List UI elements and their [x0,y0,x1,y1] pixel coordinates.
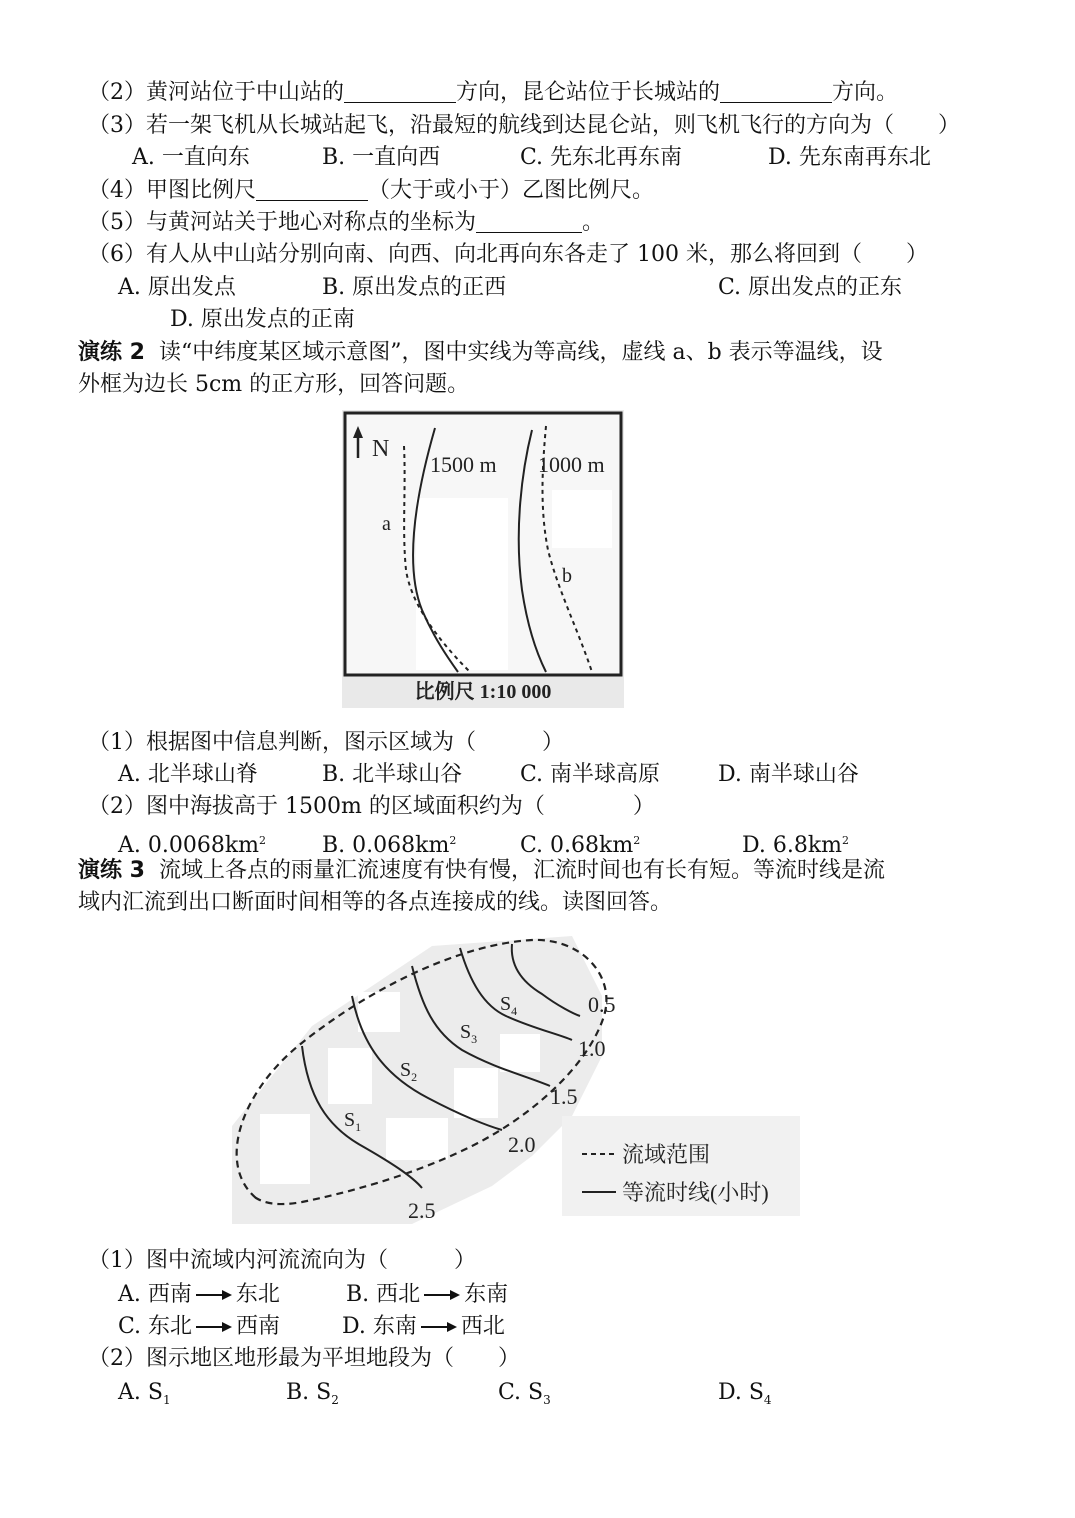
q6-option-d[interactable]: D. 原出发点的正南 [170,307,355,332]
isotherm-a-label: a [382,513,391,535]
question-6-stem: （6）有人从中山站分别向南、向西、向北再向东各走了 100 米，那么将回到（ ） [88,242,928,267]
exercise-2-title: 演练 2 [78,340,145,365]
option-to: 东北 [235,1282,280,1307]
question-3-stem: （3）若一架飞机从长城站起飞，沿最短的航线到达昆仑站，则飞机飞行的方向为（ ） [88,113,961,138]
option-to: 东南 [464,1282,509,1307]
ex3-q1-option-c[interactable] [118,1312,280,1342]
exercise-2-intro-line2: 外框为边长 5cm 的正方形，回答问题。 [78,372,470,397]
arrow-right-icon [194,1288,234,1302]
area-s1-label: $S_1$ [344,1109,362,1134]
arrow-right-icon [419,1320,459,1334]
q5-prefix: （5）与黄河站关于地心对称点的坐标为 [88,210,476,235]
legend-basin-label: 流域范围 [622,1142,711,1167]
area-s4-label: $S_4$ [500,993,518,1018]
answer-blank[interactable] [344,80,456,103]
isochrone-map-figure [232,936,800,1224]
isochrone-value: 2.5 [408,1198,436,1223]
scale-label: 比例尺 1:10 000 [414,681,552,703]
isochrone-value: 2.0 [508,1132,536,1157]
exercise-3-title: 演练 3 [78,858,145,883]
contour-1500-label: 1500 m [430,452,497,477]
exercise-3-intro-text: 流域上各点的雨量汇流速度有快有慢，汇流时间也有长有短。等流时线是流 [158,858,885,883]
option-text: C. S [498,1380,544,1405]
option-text: A. S [118,1380,163,1405]
ex2-q1-option-c[interactable]: C. 南半球高原 [520,762,661,787]
answer-blank[interactable] [256,178,368,201]
exercise-2-intro [78,338,883,368]
ex3-q2-option-d[interactable] [718,1378,772,1415]
exercise-3-intro [78,856,885,886]
question-2-line [88,78,898,108]
option-text: A. 0.0068km [118,833,260,858]
ex3-q2-stem: （2）图示地区地形最为平坦地段为（ ） [88,1346,520,1371]
ex3-q2-option-c[interactable] [498,1378,551,1415]
ex3-q1-option-a[interactable] [118,1280,280,1310]
blank-patch [552,490,612,548]
q2-prefix: （2）黄河站位于中山站的 [88,80,344,105]
isochrone-value: 0.5 [588,992,616,1017]
north-label: N [372,436,390,462]
ex2-q1-stem: （1）根据图中信息判断，图示区域为（ ） [88,730,564,755]
question-5-line [88,208,604,238]
contour-map-figure [342,410,624,708]
q3-option-d[interactable]: D. 先东南再东北 [768,145,931,170]
q3-option-c[interactable]: C. 先东北再东南 [520,145,683,170]
ex2-q1-option-b[interactable]: B. 北半球山谷 [322,762,463,787]
option-to: 西南 [236,1314,281,1339]
answer-blank[interactable] [476,210,582,233]
answer-blank[interactable] [720,80,832,103]
exercise-2-intro-text: 读“中纬度某区域示意图”，图中实线为等高线，虚线 a、b 表示等温线，设 [158,340,883,365]
option-sub: 1 [162,1393,171,1407]
ex3-q2-option-b[interactable] [286,1378,339,1415]
blank-patch [454,1068,498,1118]
option-from: B. 西北 [346,1282,421,1307]
blank-patch [500,1034,540,1072]
q2-mid: 方向，昆仑站位于长城站的 [456,80,721,105]
option-sub: 3 [543,1393,551,1407]
ex2-q2-stem: （2）图中海拔高于 1500m 的区域面积约为（ ） [88,794,655,819]
q6-option-a[interactable]: A. 原出发点 [118,275,236,300]
ex3-q1-option-b[interactable] [346,1280,508,1310]
q4-prefix: （4）甲图比例尺 [88,178,256,203]
q3-option-b[interactable]: B. 一直向西 [322,145,441,170]
option-text: D. S [718,1380,764,1405]
option-sup: 2 [449,834,457,847]
isochrone-value: 1.0 [578,1036,606,1061]
q3-option-a[interactable]: A. 一直向东 [132,145,250,170]
option-sup: 2 [259,834,267,847]
ex3-q1-option-d[interactable] [342,1312,505,1342]
q4-suffix: （大于或小于）乙图比例尺。 [368,178,655,203]
option-from: C. 东北 [118,1314,193,1339]
q6-option-c[interactable]: C. 原出发点的正东 [718,275,903,300]
exercise-3-intro-line2: 域内汇流到出口断面时间相等的各点连接成的线。读图回答。 [78,890,673,915]
option-sup: 2 [633,834,641,847]
blank-patch [328,1048,372,1104]
isochrone-value: 1.5 [550,1084,578,1109]
blank-patch [358,992,400,1032]
option-text: C. 0.68km [520,833,634,858]
option-from: D. 东南 [342,1314,417,1339]
option-to: 西北 [460,1314,505,1339]
q2-suffix: 方向。 [832,80,899,105]
option-sub: 2 [331,1393,339,1407]
contour-1000-label: 1000 m [538,452,605,477]
blank-patch [386,1118,448,1160]
area-s3-label: $S_3$ [460,1021,478,1046]
option-sup: 2 [842,834,850,847]
ex3-q1-stem: （1）图中流域内河流流向为（ ） [88,1248,476,1273]
arrow-right-icon [422,1288,462,1302]
arrow-right-icon [194,1320,234,1334]
q5-suffix: 。 [582,210,605,235]
option-text: B. 0.068km [322,833,450,858]
blank-patch [260,1114,310,1184]
ex2-q1-option-d[interactable]: D. 南半球山谷 [718,762,859,787]
option-from: A. 西南 [118,1282,192,1307]
option-text: D. 6.8km [742,833,843,858]
q6-option-b[interactable]: B. 原出发点的正西 [322,275,507,300]
question-4-line [88,176,654,206]
legend-isochrone-label: 等流时线(小时) [622,1180,769,1205]
option-text: B. S [286,1380,332,1405]
ex2-q1-option-a[interactable]: A. 北半球山脊 [118,762,258,787]
option-sub: 4 [763,1393,772,1407]
isotherm-b-label: b [562,565,572,587]
blank-patch [416,498,508,670]
ex3-q2-option-a[interactable] [118,1378,171,1415]
area-s2-label: $S_2$ [400,1059,418,1084]
